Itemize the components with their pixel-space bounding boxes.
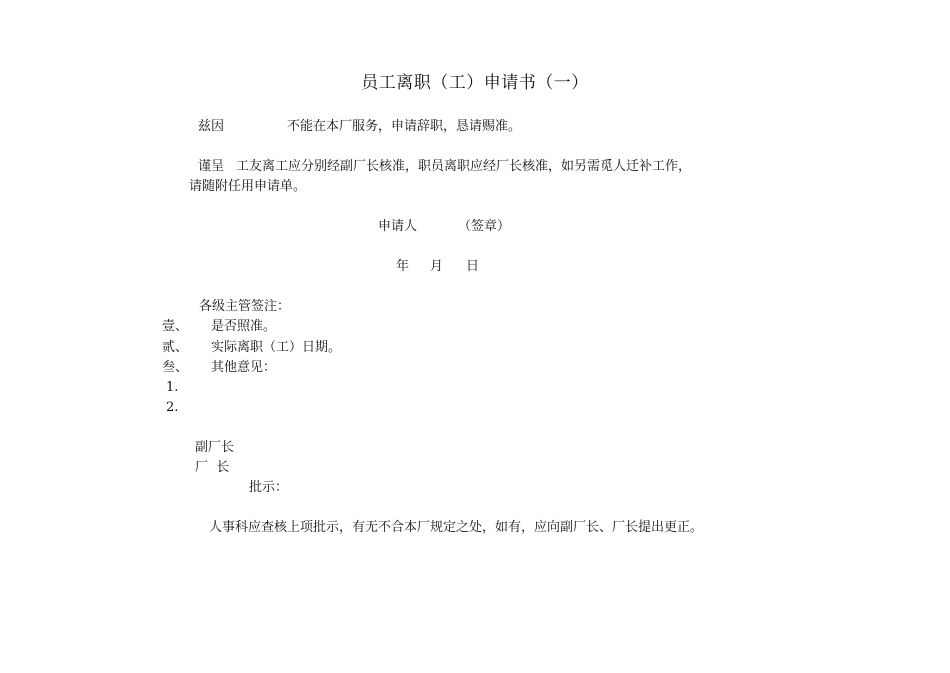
item-1-text: 是否照准。 [211,319,277,334]
reason-prefix: 兹因 [198,119,225,134]
sub-item-2: 2. [166,400,179,415]
notice-prefix: 谨呈 [198,159,225,174]
item-2-number: 贰、 [162,340,189,355]
director-label: 厂 长 [195,460,230,475]
seal-label: （签章） [458,219,511,234]
date-month: 月 [430,259,444,274]
sub-item-1: 1. [166,380,179,395]
applicant-label: 申请人 [378,219,418,234]
reason-text: 不能在本厂服务，申请辞职，恳请赐准。 [287,119,522,134]
notice-line-1: 工友离工应分别经副厂长核准，职员离职应经厂长核准，如另需觅人迁补工作， [236,159,692,174]
supervisor-heading: 各级主管签注： [199,299,291,314]
item-3-number: 叁、 [162,360,189,375]
footer-note: 人事科应查核上项批示，有无不合本厂规定之处，如有，应向副厂长、厂长提出更正。 [209,520,704,535]
document-title: 员工离职（工）申请书（一） [361,73,589,93]
instruction-label: 批示： [249,480,289,495]
notice-line-2: 请随附任用申请单。 [189,179,307,194]
item-3-text: 其他意见： [211,360,277,375]
date-year: 年 [396,259,410,274]
date-day: 日 [466,259,480,274]
item-2-text: 实际离职（工）日期。 [211,340,342,355]
item-1-number: 壹、 [162,319,189,334]
vice-director-label: 副厂长 [195,440,235,455]
